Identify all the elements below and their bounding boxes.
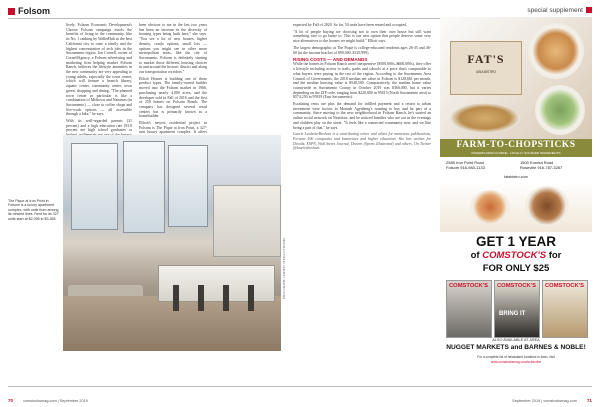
footer-left-text: comstocksmag.com | September 2019 bbox=[23, 399, 88, 403]
photo-credit: PHOTOGRAPH COURTESY OF ELLIOTT HOMES bbox=[283, 238, 286, 299]
photo-cabinets bbox=[213, 185, 281, 257]
dish-icon bbox=[535, 85, 585, 135]
section-header bbox=[8, 6, 50, 16]
photo-stool bbox=[173, 285, 179, 311]
photo-stool bbox=[248, 285, 254, 311]
photo-caption: The Pique at Iron Point in Folsom is a luxury apartment complex, with units from among its newest lines. Rent for its 327 units start at $2,095 to $3,365. bbox=[8, 199, 59, 221]
author-bio: Laurie Lauletta-Boshart is a contributing writer and editor for numerous publications, Fortune 500 companies and businesses and higher education. She has written for Details, ESPN, Wall Street Journal, Dezeen (Sports Illustrated) and others. On Twitter @lauriesboshart. bbox=[293, 132, 431, 151]
paragraph: Elliott Homes is building one of those product types. The family-owned builder moved into the Folsom market in 1966, purchasing nearly 4,000 acres, and the developer sold in Fall of 2016 and the first of 250 homes on Folsom Ranch. The company has designed several retail centers but is primarily known as a homebuilder. bbox=[139, 76, 207, 119]
supplement-marker-icon bbox=[586, 7, 592, 13]
page-number-right: 71 bbox=[586, 398, 592, 403]
footer-left bbox=[8, 389, 88, 407]
footer-right bbox=[512, 389, 592, 407]
paragraph: expected by Fall of 2020. So far, 50 units have been rented and occupied. bbox=[293, 23, 408, 27]
magazine-cover: COMSTOCK'S bbox=[446, 280, 492, 338]
dish-icon bbox=[450, 103, 520, 133]
paragraph: Elliott's newest residential project in Folsom is The Pique at Iron Point, a 327-unit luxury apartment complex. It offers bbox=[139, 121, 207, 135]
section-marker-icon bbox=[8, 8, 15, 15]
paragraph: With its well-regarded parents (31 percent) and a high education rate (93.8 percent are high school graduates or bbox=[66, 119, 132, 133]
interior-photo bbox=[63, 135, 281, 351]
fats-logo: FAT'S ASIA BISTRO bbox=[450, 41, 522, 95]
supplement-header bbox=[527, 7, 592, 14]
section-subhead: RISING COSTS — AND DEMANDS bbox=[293, 57, 368, 63]
ad-price: FOR ONLY $25 bbox=[482, 263, 550, 274]
fats-ad[interactable] bbox=[440, 17, 592, 232]
paragraph: While the homes in Folsom Ranch aren't inexpensive ($500,000s–$600,000s), they offer a lifestyle including access to trails, parks and schools at a price that's comparable to what buyers were paying in the rest of the region. According to the Sacramento Area Council of Governments, the 2018 median net value in Folsom is $128,661 per month, and the median housing value is $548,500. Comparatively, the median home value countywide in Sacramento County in October 2019 was $360,000, but it varies depending on the ZIP code, ranging from $220,000 in 95815 (North Sacramento area) to $574,250 in 95819 (East Sacramento). bbox=[293, 62, 431, 100]
comstocks-subscription-ad[interactable] bbox=[440, 234, 592, 384]
article-column-3 bbox=[293, 23, 431, 153]
photo-window bbox=[123, 141, 165, 233]
fats-ad-footer bbox=[440, 182, 592, 232]
photo-stool bbox=[223, 285, 229, 311]
footer-right-text: September 2019 | comstocksmag.com bbox=[512, 399, 577, 403]
photo-window bbox=[168, 145, 208, 227]
paragraph: "A lot of people buying are choosing not to own their own house but still want something nice to go home to. This is our new option that people deserve some very nice alternatives to the houses we might build," Elliott says. bbox=[293, 29, 431, 44]
ad-fineprint: For a complete list of newsstand locations in town, visit bbox=[477, 355, 555, 359]
fats-address-roseville: 1500 Eureka Road Roseville 916-787-3287 bbox=[520, 160, 563, 170]
paragraph: Escalating rents are plus the demand for infilled payment and a return to urban investment were factors in Monash Agyabeng's wanting to buy and be part of a community. Since moving to the new neighborhood in Folsom Ranch, he's started an online social network on Nextdoor, and he noticed families who are out in the evenings and children play on the street. "It feels like a connected community now, and we like being a part of that," he says. bbox=[293, 102, 431, 130]
ad-availability: ALSO AVAILABLE AT AREA bbox=[492, 338, 540, 342]
dish-icon bbox=[470, 190, 510, 224]
section-title: Folsom bbox=[18, 6, 51, 16]
ad-retailers: NUGGET MARKETS and BARNES & NOBLE! bbox=[446, 344, 586, 351]
magazine-cover: COMSTOCK'S BRING IT bbox=[494, 280, 540, 338]
dish-icon bbox=[528, 23, 584, 79]
footer-rule bbox=[8, 386, 592, 387]
dish-icon bbox=[525, 186, 569, 226]
paragraph: The largest demographic at The Pique is college-educated residents ages 26-35 and 46-60 (in the income bracket of $90,000–$129,999). bbox=[293, 45, 431, 55]
fats-tagline: MODERN ASIAN CUISINE · LOCALLY SOURCED INGREDIENTS bbox=[471, 151, 561, 155]
fats-address-folsom: 2585 Iron Point Road Folsom 916-983-1133 bbox=[446, 160, 485, 170]
magazine-cover-headline: BRING IT bbox=[499, 311, 526, 317]
fats-banner bbox=[440, 139, 592, 157]
paragraph: lively. Folsom Economic Development's Choose Folsom campaign extols the benefits of living in the community, like its No. 1 ranking by WalletHub as the best California city to raise a family and the highest concentration of tech jobs in the Sacramento region. Jon Cornell, owner of CornellAgency, a Folsom advertising and marketing firm helping market Folsom Ranch, believes the lifestyle amenities in the new community are very appealing to young adults, especially the town center, which will feature a branch library, aquatic center, community center, town green, shopping and dining. "The planned town center in particular is like a combination of Midtown and Natomas (in Sacramento) — close to coffee shops and live-work options — all accessible through a bike," he says. bbox=[66, 23, 132, 117]
photo-window bbox=[71, 143, 118, 230]
fats-website-link[interactable]: fatsbistro.com bbox=[504, 175, 528, 179]
ad-subheadline: of COMSTOCK'S for bbox=[470, 250, 562, 261]
magazine-cover: COMSTOCK'S bbox=[542, 280, 588, 338]
subscribe-link[interactable]: www.comstocksmag.com/subscribe bbox=[490, 360, 542, 364]
paragraph: been obvious to me in the last two years has been an increase in the diversity of housing types being built here," she says. "You see a lot of new houses, higher density, condo options, small lots — options you might see in other more metropolitan areas, like the city of Sacramento. Folsom is definitely starting to market those different housing choices in and around the historic district and along our transportation corridors." bbox=[139, 23, 207, 75]
ad-headline: GET 1 YEAR bbox=[475, 234, 557, 249]
photo-stool bbox=[198, 285, 204, 311]
page-number-left: 70 bbox=[8, 398, 14, 403]
supplement-label: special supplement bbox=[527, 7, 583, 14]
fats-headline: FARM-TO-CHOPSTICKS bbox=[456, 140, 576, 150]
